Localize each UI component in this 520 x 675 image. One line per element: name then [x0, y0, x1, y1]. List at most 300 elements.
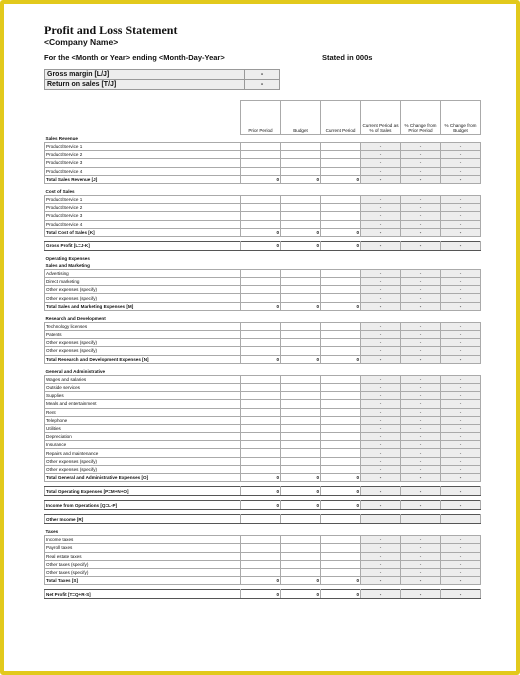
amount-cell[interactable]: [241, 204, 281, 212]
summary-label: Gross margin [L/J]: [45, 70, 245, 80]
section-heading: General and Administrative: [45, 368, 106, 374]
percent-cell: -: [441, 241, 481, 250]
amount-cell[interactable]: [321, 347, 361, 355]
amount-cell[interactable]: [281, 159, 321, 167]
percent-cell: -: [401, 175, 441, 183]
percent-cell: -: [401, 544, 441, 552]
statement-page: [44, 24, 484, 599]
amount-cell[interactable]: [321, 339, 361, 347]
amount-cell[interactable]: [241, 568, 281, 576]
percent-cell: -: [441, 331, 481, 339]
percent-cell: -: [441, 449, 481, 457]
amount-cell[interactable]: [321, 286, 361, 294]
line-item-label[interactable]: Rent: [45, 408, 241, 416]
amount-cell[interactable]: [281, 286, 321, 294]
percent-cell: -: [361, 339, 401, 347]
line-item-row: [45, 433, 481, 441]
total-label: Income from Operations [Q=L-P]: [45, 501, 241, 510]
amount-cell[interactable]: [241, 294, 281, 302]
amount-cell[interactable]: [241, 151, 281, 159]
percent-cell: -: [361, 474, 401, 482]
percent-cell: -: [441, 552, 481, 560]
amount-cell[interactable]: [321, 433, 361, 441]
line-item-row: [45, 331, 481, 339]
line-item-label[interactable]: Other taxes (specify): [45, 560, 241, 568]
line-item-row: [45, 392, 481, 400]
amount-cell[interactable]: [241, 441, 281, 449]
percent-cell: -: [361, 302, 401, 310]
section-heading: Sales and Marketing: [45, 262, 90, 268]
line-item-label[interactable]: Other expenses (specify): [45, 339, 241, 347]
line-item-label[interactable]: Product/Service 3: [45, 159, 241, 167]
amount-cell: 0: [241, 590, 281, 599]
line-item-label[interactable]: Product/Service 2: [45, 204, 241, 212]
amount-cell[interactable]: [241, 322, 281, 330]
amount-cell[interactable]: [281, 552, 321, 560]
column-header: % Change from Budget: [441, 101, 481, 135]
amount-cell: 0: [281, 577, 321, 585]
percent-cell: -: [401, 433, 441, 441]
amount-cell: 0: [281, 355, 321, 363]
percent-cell: -: [401, 286, 441, 294]
amount-cell[interactable]: [241, 278, 281, 286]
amount-cell: 0: [281, 487, 321, 496]
line-item-row: [45, 416, 481, 424]
amount-cell[interactable]: [241, 347, 281, 355]
percent-cell: -: [401, 501, 441, 510]
amount-cell[interactable]: [321, 294, 361, 302]
percent-cell: -: [401, 552, 441, 560]
amount-cell[interactable]: [281, 424, 321, 432]
total-label: Total Cost of Sales [K]: [45, 228, 241, 236]
line-item-label[interactable]: Product/Service 1: [45, 143, 241, 151]
amount-cell[interactable]: [321, 143, 361, 151]
amount-cell[interactable]: [241, 339, 281, 347]
line-item-row: [45, 294, 481, 302]
section-heading-row: [45, 528, 481, 536]
percent-cell: -: [401, 269, 441, 277]
percent-cell: -: [361, 392, 401, 400]
percent-cell: -: [361, 536, 401, 544]
percent-cell: [401, 515, 441, 524]
percent-cell: -: [361, 294, 401, 302]
amount-cell[interactable]: [281, 383, 321, 391]
line-item-row: [45, 286, 481, 294]
percent-cell: -: [441, 424, 481, 432]
column-header: Budget: [281, 101, 321, 135]
percent-cell: -: [401, 355, 441, 363]
amount-cell[interactable]: [241, 375, 281, 383]
amount-cell[interactable]: [321, 278, 361, 286]
summary-row: [45, 80, 280, 90]
amount-cell[interactable]: [321, 212, 361, 220]
percent-cell: -: [401, 416, 441, 424]
amount-cell[interactable]: [321, 151, 361, 159]
percent-cell: -: [441, 204, 481, 212]
line-item-label[interactable]: Income taxes: [45, 536, 241, 544]
amount-cell[interactable]: [281, 449, 321, 457]
total-row: [45, 175, 481, 183]
section-heading: Research and Development: [45, 315, 106, 321]
amount-cell[interactable]: [321, 536, 361, 544]
line-item-row: [45, 568, 481, 576]
line-item-label[interactable]: Payroll taxes: [45, 544, 241, 552]
percent-cell: -: [401, 220, 441, 228]
amount-cell[interactable]: [321, 400, 361, 408]
percent-cell: -: [401, 590, 441, 599]
section-heading-row: [45, 188, 481, 196]
amount-cell[interactable]: [281, 375, 321, 383]
line-item-row: [45, 383, 481, 391]
line-item-label[interactable]: Technology licenses: [45, 322, 241, 330]
percent-cell: -: [441, 220, 481, 228]
amount-cell: 0: [321, 487, 361, 496]
amount-cell[interactable]: [281, 278, 321, 286]
amount-cell: 0: [321, 355, 361, 363]
percent-cell: -: [361, 590, 401, 599]
amount-cell: 0: [281, 302, 321, 310]
amount-cell: 0: [321, 501, 361, 510]
percent-cell: -: [361, 195, 401, 203]
amount-cell[interactable]: [321, 560, 361, 568]
amount-cell[interactable]: [281, 167, 321, 175]
amount-cell: 0: [321, 241, 361, 250]
amount-cell: 0: [281, 228, 321, 236]
section-heading-row: [45, 255, 481, 262]
percent-cell: -: [401, 457, 441, 465]
percent-cell: -: [401, 212, 441, 220]
total-row: [45, 302, 481, 310]
amount-cell: 0: [241, 501, 281, 510]
percent-cell: -: [401, 294, 441, 302]
pl-table: [44, 100, 481, 599]
percent-cell: -: [401, 424, 441, 432]
percent-cell: -: [441, 457, 481, 465]
amount-cell[interactable]: [281, 568, 321, 576]
amount-cell[interactable]: [241, 416, 281, 424]
amount-cell[interactable]: [321, 465, 361, 473]
amount-cell[interactable]: [321, 383, 361, 391]
column-header-row: [45, 101, 481, 135]
amount-cell[interactable]: [281, 322, 321, 330]
line-item-label[interactable]: Product/Service 2: [45, 151, 241, 159]
percent-cell: -: [361, 241, 401, 250]
amount-cell[interactable]: [241, 536, 281, 544]
amount-cell[interactable]: [281, 433, 321, 441]
amount-cell[interactable]: [321, 159, 361, 167]
amount-cell: 0: [241, 487, 281, 496]
amount-cell[interactable]: [321, 441, 361, 449]
total-row: [45, 487, 481, 496]
amount-cell[interactable]: [321, 331, 361, 339]
line-item-row: [45, 465, 481, 473]
summary-label: Return on sales [T/J]: [45, 80, 245, 90]
section-heading: Taxes: [45, 529, 59, 535]
amount-cell: 0: [241, 228, 281, 236]
period-text[interactable]: For the <Month or Year> ending <Month-Day-Year>: [44, 53, 225, 62]
percent-cell: -: [441, 590, 481, 599]
amount-cell[interactable]: [321, 552, 361, 560]
percent-cell: -: [441, 544, 481, 552]
amount-cell[interactable]: [241, 465, 281, 473]
column-header: Prior Period: [241, 101, 281, 135]
amount-cell[interactable]: [321, 167, 361, 175]
line-item-row: [45, 151, 481, 159]
amount-cell[interactable]: [281, 195, 321, 203]
amount-cell[interactable]: [241, 552, 281, 560]
amount-cell[interactable]: [281, 400, 321, 408]
section-heading-row: [45, 315, 481, 323]
amount-cell[interactable]: [241, 220, 281, 228]
amount-cell[interactable]: [321, 392, 361, 400]
company-name[interactable]: <Company Name>: [44, 37, 119, 47]
amount-cell: 0: [321, 474, 361, 482]
amount-cell[interactable]: [241, 331, 281, 339]
percent-cell: -: [361, 204, 401, 212]
total-label: Total Research and Development Expenses [N]: [45, 355, 241, 363]
total-label: Total Sales Revenue [J]: [45, 175, 241, 183]
percent-cell: -: [401, 322, 441, 330]
percent-cell: -: [441, 195, 481, 203]
total-label: Total Operating Expenses [P=M+N+O]: [45, 487, 241, 496]
summary-box: [44, 69, 280, 90]
percent-cell: -: [401, 151, 441, 159]
amount-cell[interactable]: [281, 212, 321, 220]
total-row: [45, 474, 481, 482]
line-item-label[interactable]: Supplies: [45, 392, 241, 400]
amount-cell[interactable]: [321, 449, 361, 457]
percent-cell: -: [441, 228, 481, 236]
percent-cell: -: [401, 331, 441, 339]
percent-cell: -: [401, 302, 441, 310]
amount-cell[interactable]: [281, 441, 321, 449]
percent-cell: -: [441, 151, 481, 159]
percent-cell: -: [401, 339, 441, 347]
amount-cell[interactable]: [321, 204, 361, 212]
line-item-row: [45, 560, 481, 568]
percent-cell: -: [361, 322, 401, 330]
amount-cell[interactable]: [241, 286, 281, 294]
percent-cell: -: [441, 339, 481, 347]
line-item-label[interactable]: Other taxes (specify): [45, 568, 241, 576]
percent-cell: -: [441, 408, 481, 416]
amount-cell[interactable]: [281, 269, 321, 277]
total-label: Net Profit [T=Q+R-S]: [45, 590, 241, 599]
line-item-row: [45, 424, 481, 432]
percent-cell: -: [401, 228, 441, 236]
percent-cell: -: [361, 228, 401, 236]
percent-cell: -: [361, 577, 401, 585]
amount-cell[interactable]: [241, 159, 281, 167]
percent-cell: -: [361, 560, 401, 568]
line-item-label[interactable]: Product/Service 4: [45, 167, 241, 175]
amount-cell[interactable]: [321, 424, 361, 432]
percent-cell: -: [361, 416, 401, 424]
percent-cell: -: [361, 286, 401, 294]
amount-cell[interactable]: [241, 400, 281, 408]
line-item-label[interactable]: Real estate taxes: [45, 552, 241, 560]
column-header: Current Period as % of Sales: [361, 101, 401, 135]
percent-cell: -: [361, 552, 401, 560]
total-label: Total General and Administrative Expenses [O]: [45, 474, 241, 482]
amount-cell[interactable]: [241, 560, 281, 568]
line-item-row: [45, 167, 481, 175]
amount-cell[interactable]: [241, 167, 281, 175]
amount-cell: 0: [281, 590, 321, 599]
amount-cell[interactable]: [281, 536, 321, 544]
amount-cell[interactable]: [281, 331, 321, 339]
amount-cell: 0: [281, 474, 321, 482]
line-item-label[interactable]: Product/Service 3: [45, 212, 241, 220]
line-item-label[interactable]: Meals and entertainment: [45, 400, 241, 408]
line-item-row: [45, 195, 481, 203]
line-item-label[interactable]: Advertising: [45, 269, 241, 277]
line-item-label[interactable]: Other expenses (specify): [45, 347, 241, 355]
header-spacer: [45, 101, 241, 135]
percent-cell: -: [441, 167, 481, 175]
percent-cell: -: [441, 278, 481, 286]
percent-cell: -: [441, 400, 481, 408]
amount-cell[interactable]: [241, 383, 281, 391]
percent-cell: -: [361, 457, 401, 465]
amount-cell[interactable]: [281, 560, 321, 568]
amount-cell: 0: [321, 175, 361, 183]
percent-cell: -: [361, 465, 401, 473]
percent-cell: -: [361, 355, 401, 363]
amount-cell[interactable]: [321, 457, 361, 465]
percent-cell: -: [441, 159, 481, 167]
percent-cell: [441, 515, 481, 524]
line-item-row: [45, 457, 481, 465]
line-item-label[interactable]: Utilities: [45, 424, 241, 432]
amount-cell[interactable]: [241, 433, 281, 441]
amount-cell: [241, 515, 281, 524]
amount-cell[interactable]: [241, 195, 281, 203]
line-item-label[interactable]: Other expenses (specify): [45, 294, 241, 302]
line-item-label[interactable]: Product/Service 1: [45, 195, 241, 203]
total-row: [45, 228, 481, 236]
amount-cell: 0: [241, 302, 281, 310]
amount-cell[interactable]: [321, 375, 361, 383]
amount-cell: [321, 515, 361, 524]
percent-cell: -: [401, 487, 441, 496]
amount-cell[interactable]: [321, 408, 361, 416]
amount-cell[interactable]: [281, 294, 321, 302]
amount-cell[interactable]: [241, 392, 281, 400]
total-label: Total Taxes [S]: [45, 577, 241, 585]
line-item-label[interactable]: Other expenses (specify): [45, 457, 241, 465]
amount-cell[interactable]: [281, 339, 321, 347]
percent-cell: -: [401, 204, 441, 212]
percent-cell: -: [441, 416, 481, 424]
amount-cell[interactable]: [241, 449, 281, 457]
summary-value: -: [245, 70, 280, 80]
amount-cell: 0: [321, 590, 361, 599]
amount-cell[interactable]: [241, 212, 281, 220]
amount-cell[interactable]: [281, 347, 321, 355]
percent-cell: -: [361, 269, 401, 277]
percent-cell: -: [441, 143, 481, 151]
amount-cell: 0: [281, 241, 321, 250]
line-item-row: [45, 269, 481, 277]
percent-cell: -: [361, 424, 401, 432]
amount-cell: 0: [321, 577, 361, 585]
percent-cell: -: [361, 383, 401, 391]
line-item-label[interactable]: Direct marketing: [45, 278, 241, 286]
amount-cell[interactable]: [241, 457, 281, 465]
line-item-row: [45, 400, 481, 408]
line-item-label[interactable]: Telephone: [45, 416, 241, 424]
amount-cell[interactable]: [281, 204, 321, 212]
amount-cell[interactable]: [321, 195, 361, 203]
amount-cell[interactable]: [321, 322, 361, 330]
amount-cell: 0: [281, 175, 321, 183]
amount-cell[interactable]: [321, 416, 361, 424]
page-title: Profit and Loss Statement: [44, 23, 178, 37]
line-item-row: [45, 536, 481, 544]
line-item-label[interactable]: Repairs and maintenance: [45, 449, 241, 457]
amount-cell[interactable]: [321, 269, 361, 277]
percent-cell: -: [401, 159, 441, 167]
pl-table-body: [45, 135, 481, 599]
amount-cell[interactable]: [281, 392, 321, 400]
line-item-label[interactable]: Other expenses (specify): [45, 286, 241, 294]
amount-cell[interactable]: [281, 457, 321, 465]
line-item-label[interactable]: Outside services: [45, 383, 241, 391]
percent-cell: -: [401, 392, 441, 400]
amount-cell[interactable]: [321, 544, 361, 552]
line-item-label[interactable]: Insurance: [45, 441, 241, 449]
amount-cell[interactable]: [321, 568, 361, 576]
amount-cell[interactable]: [281, 143, 321, 151]
line-item-label[interactable]: Patents: [45, 331, 241, 339]
percent-cell: -: [361, 544, 401, 552]
percent-cell: -: [441, 501, 481, 510]
line-item-label[interactable]: Depreciation: [45, 433, 241, 441]
line-item-label[interactable]: Wages and salaries: [45, 375, 241, 383]
percent-cell: -: [441, 441, 481, 449]
amount-cell[interactable]: [241, 408, 281, 416]
amount-cell[interactable]: [281, 151, 321, 159]
percent-cell: -: [401, 568, 441, 576]
percent-cell: -: [401, 560, 441, 568]
line-item-label[interactable]: Product/Service 4: [45, 220, 241, 228]
percent-cell: -: [441, 487, 481, 496]
percent-cell: -: [361, 331, 401, 339]
amount-cell[interactable]: [241, 424, 281, 432]
amount-cell[interactable]: [241, 269, 281, 277]
amount-cell[interactable]: [321, 220, 361, 228]
line-item-row: [45, 544, 481, 552]
line-item-label[interactable]: Other expenses (specify): [45, 465, 241, 473]
amount-cell[interactable]: [281, 408, 321, 416]
percent-cell: -: [361, 568, 401, 576]
amount-cell[interactable]: [241, 544, 281, 552]
percent-cell: -: [361, 501, 401, 510]
summary-row: [45, 70, 280, 80]
amount-cell: [281, 515, 321, 524]
amount-cell[interactable]: [281, 544, 321, 552]
amount-cell[interactable]: [241, 143, 281, 151]
amount-cell[interactable]: [281, 465, 321, 473]
percent-cell: -: [441, 577, 481, 585]
percent-cell: -: [401, 195, 441, 203]
amount-cell: 0: [321, 302, 361, 310]
amount-cell[interactable]: [281, 416, 321, 424]
line-item-row: [45, 339, 481, 347]
amount-cell[interactable]: [281, 220, 321, 228]
percent-cell: -: [361, 441, 401, 449]
